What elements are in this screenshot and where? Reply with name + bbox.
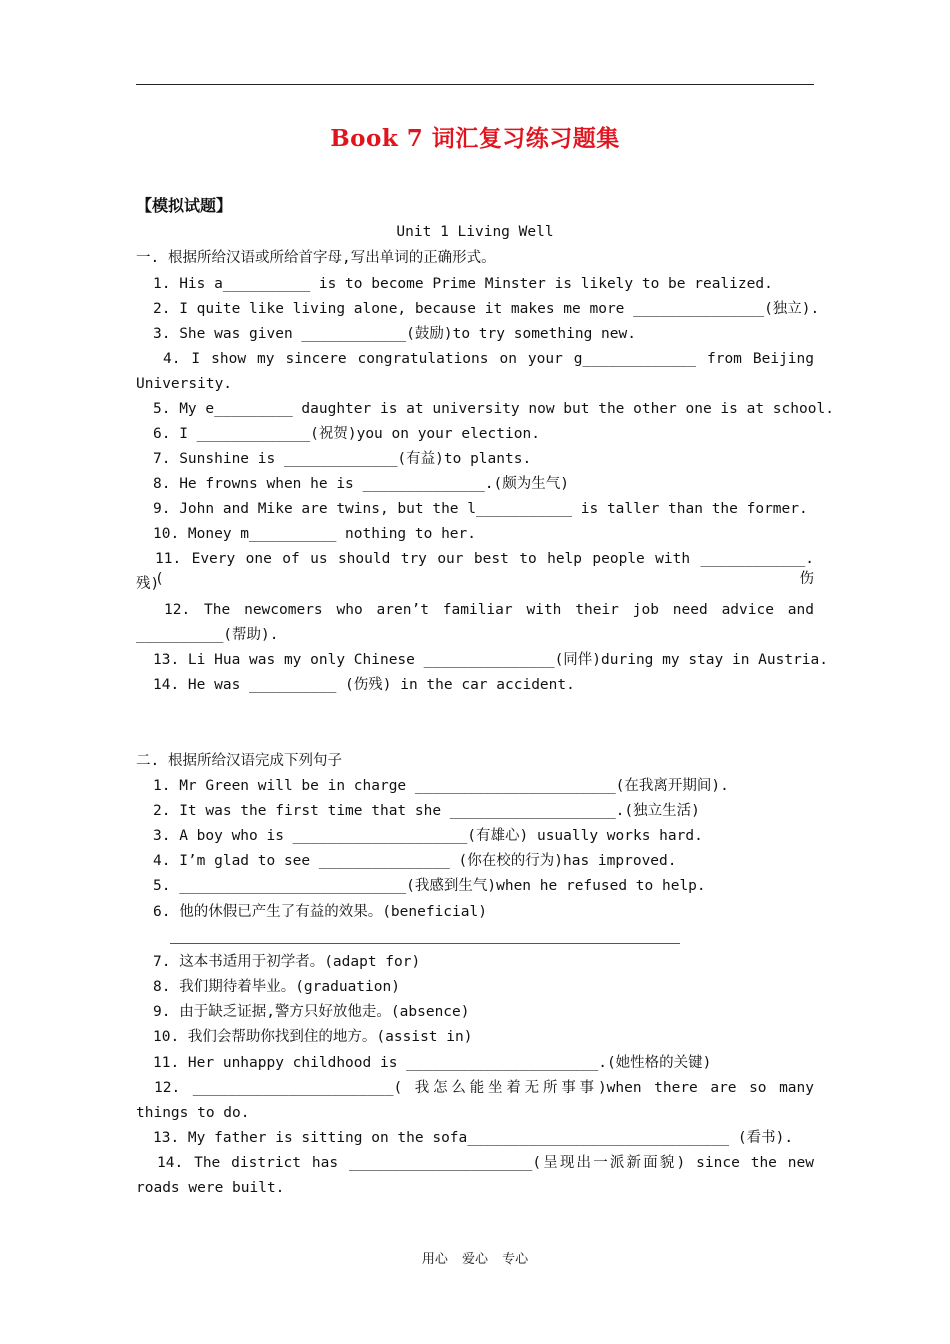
unit-title: Unit 1 Living Well [396, 224, 554, 240]
header-rule [136, 84, 814, 85]
part2-heading: 二. 根据所给汉语完成下列句子 [136, 753, 342, 769]
part1-heading: 一. 根据所给汉语或所给首字母,写出单词的正确形式。 [136, 250, 496, 266]
answer-blank-line [170, 943, 680, 944]
document-title: Book 7 词汇复习练习题集 [330, 125, 620, 152]
part2-item: 4. I’m glad to see _______________ (你在校的行为)has improved. [153, 853, 677, 869]
part2-item: 13. My father is sitting on the sofa______________________________ (看书). [153, 1130, 794, 1146]
part1-item: 9. John and Mike are twins, but the l___________ is taller than the former. [153, 501, 808, 517]
part2-item: 6. 他的休假已产生了有益的效果。(beneficial) [153, 904, 487, 920]
part2-item: 5. __________________________(我感到生气)when he refused to help. [153, 878, 706, 894]
part1-item: 12. The newcomers who aren’t familiar with their job need advice and [164, 602, 814, 618]
part2-item: 12. _______________________( 我怎么能坐着无所事事)when there are so many [154, 1080, 814, 1096]
part1-item: 13. Li Hua was my only Chinese _______________(同伴)during my stay in Austria. [153, 652, 829, 668]
part1-item: 11. Every one of us should try our best to help people with ____________.(伤 [155, 551, 814, 587]
part1-item: 6. I _____________(祝贺)you on your election. [153, 426, 540, 442]
part1-item: 5. My e_________ daughter is at university now but the other one is at school. [153, 401, 834, 417]
part1-item: 3. She was given ____________(鼓励)to try something new. [153, 326, 636, 342]
section-heading: 【模拟试题】 [136, 196, 233, 215]
part1-item: 2. I quite like living alone, because it makes me more _______________(独立). [153, 301, 820, 317]
part2-item-continued: things to do. [136, 1105, 250, 1121]
page-footer: 用心 爱心 专心 [421, 1252, 529, 1267]
part1-item-continued: 残) [136, 576, 160, 592]
part1-item: 7. Sunshine is _____________(有益)to plants. [153, 451, 532, 467]
part2-item-continued: roads were built. [136, 1180, 285, 1196]
part2-item: 9. 由于缺乏证据,警方只好放他走。(absence) [153, 1004, 470, 1020]
part2-item: 8. 我们期待着毕业。(graduation) [153, 979, 400, 995]
part2-item: 3. A boy who is ____________________(有雄心) usually works hard. [153, 828, 703, 844]
part2-item: 14. The district has _____________________(呈现出一派新面貌) since the new [157, 1155, 814, 1171]
part1-item: 4. I show my sincere congratulations on your g_____________ from Beijing [163, 351, 814, 367]
part2-item: 10. 我们会帮助你找到住的地方。(assist in) [153, 1029, 473, 1045]
part1-item: 14. He was __________ (伤残) in the car accident. [153, 677, 575, 693]
part2-item: 7. 这本书适用于初学者。(adapt for) [153, 954, 421, 970]
part1-item: 8. He frowns when he is ______________.(颇为生气) [153, 476, 569, 492]
part2-item: 11. Her unhappy childhood is ______________________.(她性格的关键) [153, 1055, 712, 1071]
part1-item: 1. His a__________ is to become Prime Minster is likely to be realized. [153, 276, 773, 292]
part2-item: 1. Mr Green will be in charge _______________________(在我离开期间). [153, 778, 729, 794]
part1-item: 10. Money m__________ nothing to her. [153, 526, 477, 542]
part1-item-continued: University. [136, 376, 233, 392]
part2-item: 2. It was the first time that she ___________________.(独立生活) [153, 803, 700, 819]
part1-item-continued: __________(帮助). [136, 627, 279, 643]
